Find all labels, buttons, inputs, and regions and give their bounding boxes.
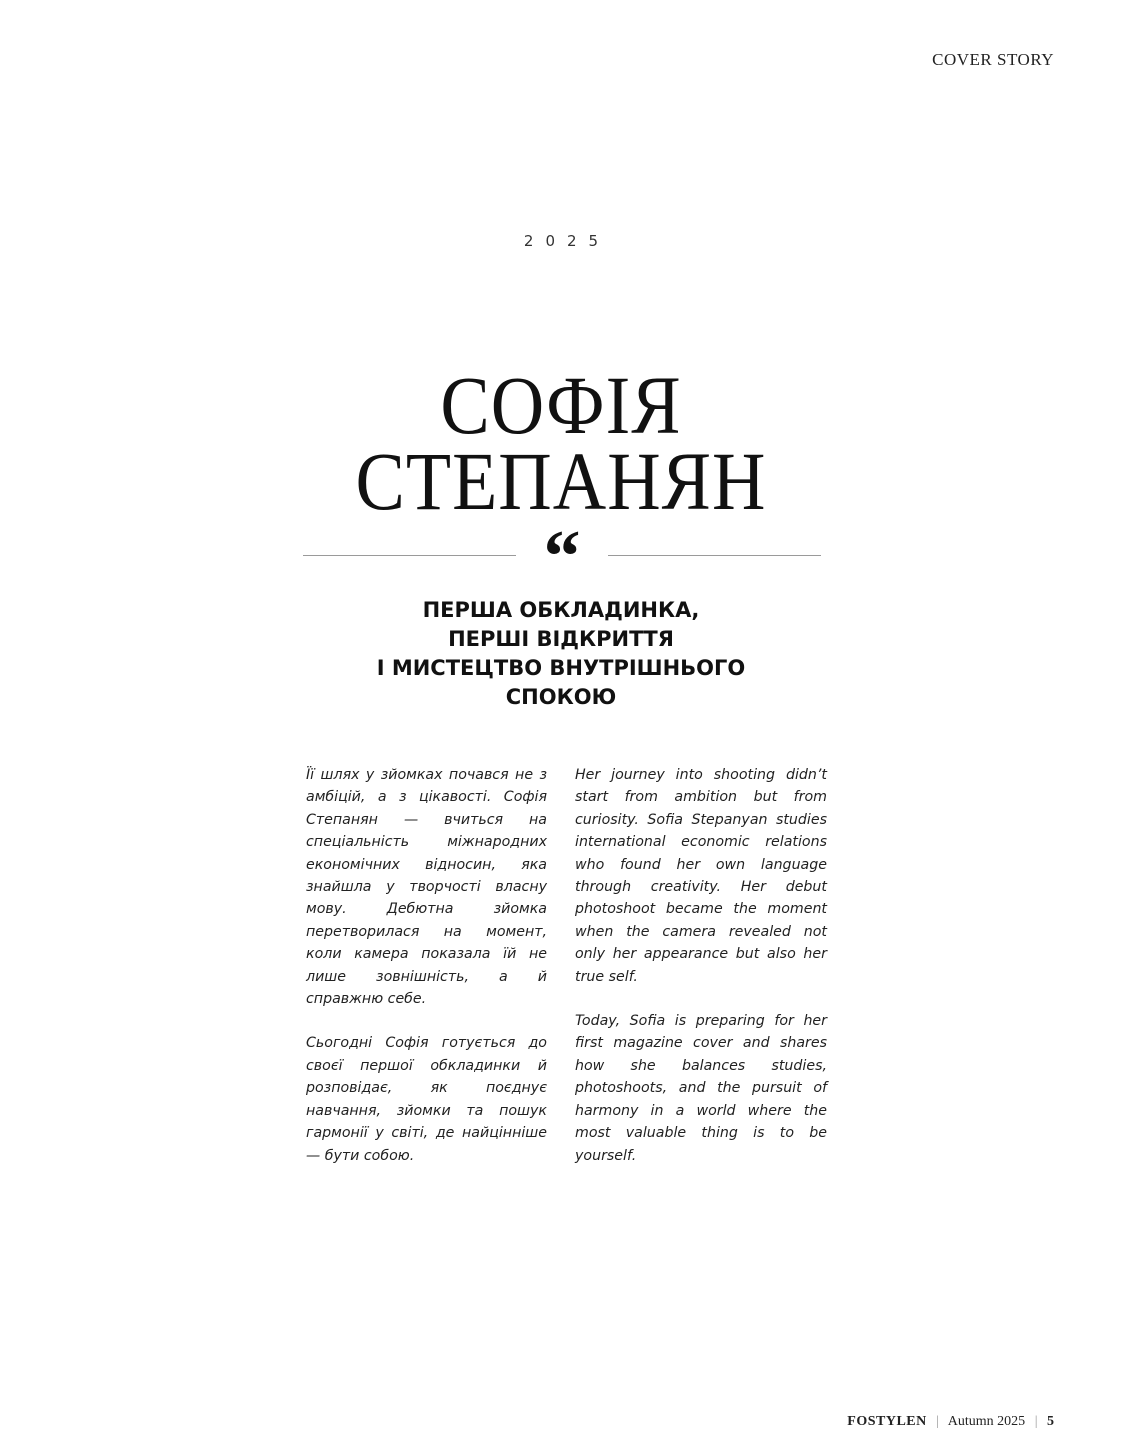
issue-year: 2025 <box>523 232 611 250</box>
page-footer <box>847 1414 1054 1430</box>
magazine-brand: FOSTYLEN <box>847 1414 927 1429</box>
en-paragraph-2: Today, Sofia is preparing for her first magazine cover and shares how she balances studies, photoshoots, and the pursuit of harmony in a world where the most valuable thing is to be yourself. <box>575 1013 827 1164</box>
title-last-name: СТЕПАНЯН <box>355 436 767 528</box>
ukrainian-column <box>306 764 547 1189</box>
section-label: COVER STORY <box>932 50 1054 69</box>
article-subtitle <box>0 596 1122 712</box>
en-paragraph-1: Her journey into shooting didn’t start from ambition but from curiosity. Sofia Stepanyan studies international economic relations who found her own language through creativity. Her debut photoshoot became the moment when the camera revealed not only her appearance but also her true self. <box>575 767 827 985</box>
uk-paragraph-1: Її шлях у зйомках почався не з амбіцій, а з цікавості. Софія Степанян — вчиться на спеціальність міжнародних економічних відносин, яка знайшла у творчості власну мову. Дебютна зйомка перетворилася на момент, коли камера показала їй не лише зовнішність, а й справжню себе. <box>306 767 547 1008</box>
subtitle-line: І МИСТЕЦТВО ВНУТРІШНЬОГО <box>376 656 746 680</box>
divider-right <box>608 555 821 556</box>
footer-separator: | <box>936 1414 940 1429</box>
english-column <box>575 764 827 1189</box>
footer-separator: | <box>1034 1414 1038 1429</box>
issue-label: Autumn 2025 <box>947 1414 1026 1429</box>
quote-mark-icon: “ <box>543 516 581 598</box>
uk-paragraph-2: Сьогодні Софія готується до своєї першої обкладинки й розповідає, як поєднує навчання, зйомки та пошук гармонії у світі, де найцінніше — бути собою. <box>306 1035 547 1164</box>
subtitle-line: СПОКОЮ <box>505 685 617 709</box>
page-number: 5 <box>1047 1414 1054 1429</box>
divider-left <box>303 555 516 556</box>
subtitle-line: ПЕРША ОБКЛАДИНКА, <box>422 598 700 622</box>
subtitle-line: ПЕРШІ ВІДКРИТТЯ <box>448 627 674 651</box>
article-title <box>0 360 1122 528</box>
title-first-name: СОФІЯ <box>440 360 682 452</box>
